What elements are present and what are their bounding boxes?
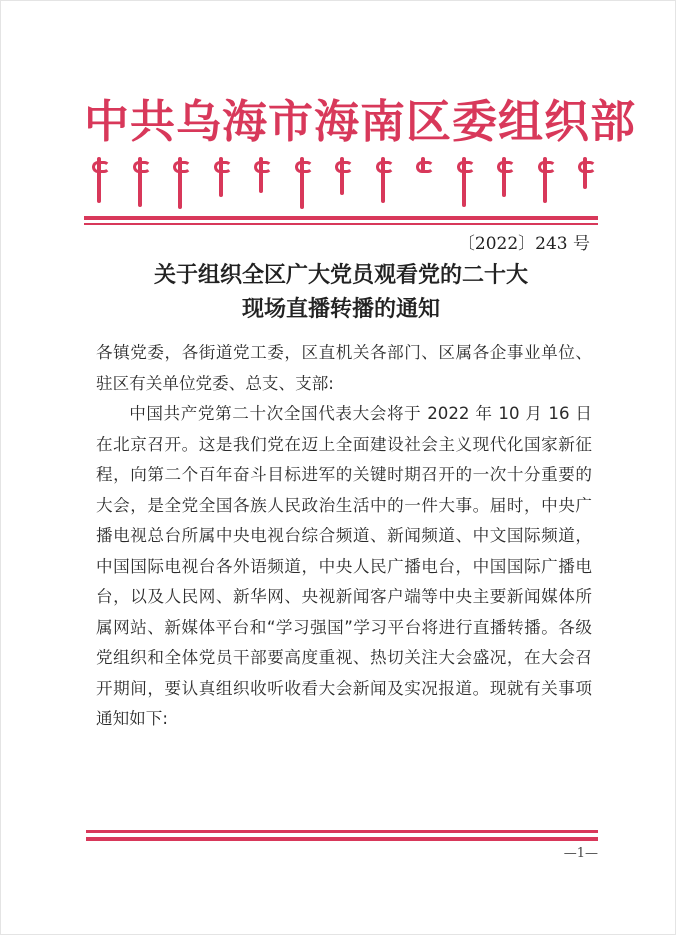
mongolian-word-icon: [416, 155, 430, 171]
header-rule-thick: [84, 216, 598, 220]
mongolian-word-icon: [578, 155, 592, 189]
mongolian-word-icon: [214, 155, 228, 197]
header-rule-thin: [84, 223, 598, 225]
page-number: —1—: [563, 846, 598, 861]
mongolian-word-icon: [457, 155, 471, 207]
document-number: 〔2022〕243 号: [457, 234, 590, 254]
footer-rule-thin: [86, 830, 598, 833]
mongolian-word-icon: [295, 155, 309, 209]
document-title: [84, 258, 598, 326]
document-title-line-1: 关于组织全区广大党员观看党的二十大: [153, 262, 528, 288]
mongolian-script-header: [92, 155, 592, 210]
mongolian-word-icon: [92, 155, 106, 203]
mongolian-word-icon: [254, 155, 268, 193]
mongolian-word-icon: [376, 155, 390, 203]
document-title-line-2: 现场直播转播的通知: [241, 296, 440, 322]
mongolian-word-icon: [173, 155, 187, 209]
issuing-organization-header: 中共乌海市海南区委组织部: [84, 95, 637, 148]
mongolian-word-icon: [133, 155, 147, 207]
mongolian-word-icon: [335, 155, 349, 195]
mongolian-word-icon: [538, 155, 552, 203]
footer-rule-thick: [86, 837, 598, 841]
mongolian-word-icon: [497, 155, 511, 197]
body-paragraph: 中国共产党第二十次全国代表大会将于 2022 年 10 月 16 日在北京召开。这是我们党在迈上全面建设社会主义现代化国家新征程，向第二个百年奋斗目标进军的关键时期召开的一次十分重要的大会，是全党全国各族人民政治生活中的一件大事。届时，中央广播电视总台所属中央电视台综合频道、新闻频道、中文国际频道，中国国际电视台各外语频道，中央人民广播电台，中国国际广播电台，以及人民网、新华网、央视新闻客户端等中央主要新闻媒体所属网站、新媒体平台和“学习强国”学习平台将进行直播转播。各级党组织和全体党员干部要高度重视、热切关注大会盛况，在大会召开期间，要认真组织收听收看大会新闻及实况报道。现就有关事项通知如下:: [96, 404, 592, 728]
document-body: [96, 338, 592, 735]
addressee-paragraph: 各镇党委，各街道党工委，区直机关各部门、区属各企事业单位、驻区有关单位党委、总支、支部:: [96, 343, 592, 393]
